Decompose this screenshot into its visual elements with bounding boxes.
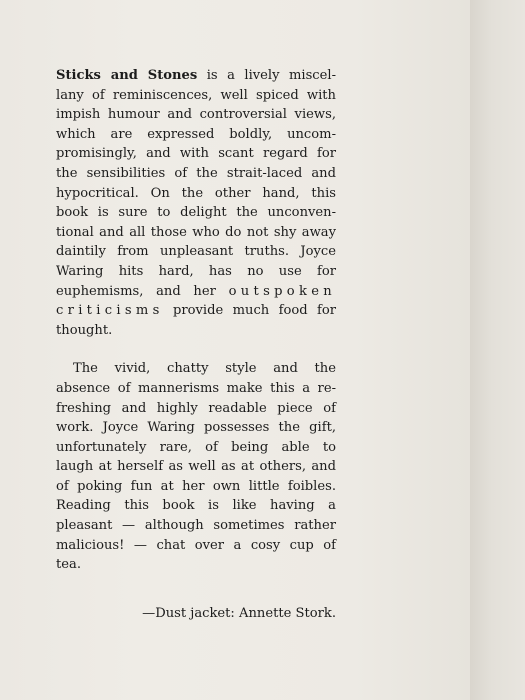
- text-line: Sticks and Stones is a lively miscel-: [56, 68, 336, 83]
- text-line: pleasant — although sometimes rather: [56, 518, 336, 534]
- text-line: daintily from unpleasant truths. Joyce: [56, 244, 336, 260]
- text-line: Waring hits hard, has no use for: [56, 263, 336, 279]
- spaced-word: outspoken: [228, 283, 336, 299]
- text-line: The vivid, chatty style and the: [73, 361, 336, 377]
- blurb-text: [56, 66, 336, 575]
- book-title: Sticks and Stones: [56, 68, 198, 83]
- text-line: thought.: [56, 322, 113, 338]
- paragraph-gap: [56, 340, 336, 359]
- text-line: criticisms provide much food for: [56, 303, 336, 319]
- text-line: work. Joyce Waring possesses the gift,: [56, 420, 336, 436]
- page-edge: [470, 0, 525, 700]
- spaced-word: criticisms: [56, 303, 164, 319]
- text-line: the sensibilities of the strait-laced and: [56, 165, 336, 181]
- dust-jacket-credit: —Dust jacket: Annette Stork.: [142, 606, 336, 621]
- text-line: tea.: [56, 557, 81, 573]
- text-line: book is sure to delight the unconven-: [56, 205, 336, 221]
- text-line: unfortunately rare, of being able to: [56, 439, 336, 455]
- text-line: euphemisms, and her outspoken: [56, 283, 336, 299]
- text-line: hypocritical. On the other hand, this: [56, 185, 336, 201]
- text-line: laugh at herself as well as at others, and: [56, 459, 336, 475]
- text-line: which are expressed boldly, uncom-: [56, 126, 336, 142]
- text-line: tional and all those who do not shy away: [56, 224, 336, 240]
- paragraph-1: [56, 66, 336, 340]
- text-line: of poking fun at her own little foibles.: [56, 478, 336, 494]
- text-line: absence of mannerisms make this a re-: [56, 380, 336, 396]
- text-line: promisingly, and with scant regard for: [56, 146, 336, 162]
- text-line: impish humour and controversial views,: [56, 107, 336, 123]
- text-line: freshing and highly readable piece of: [56, 400, 336, 416]
- paragraph-2: [56, 359, 336, 575]
- text-line: malicious! — chat over a cosy cup of: [56, 537, 336, 553]
- text-line: Reading this book is like having a: [56, 498, 336, 514]
- text-line: lany of reminiscences, well spiced with: [56, 87, 336, 103]
